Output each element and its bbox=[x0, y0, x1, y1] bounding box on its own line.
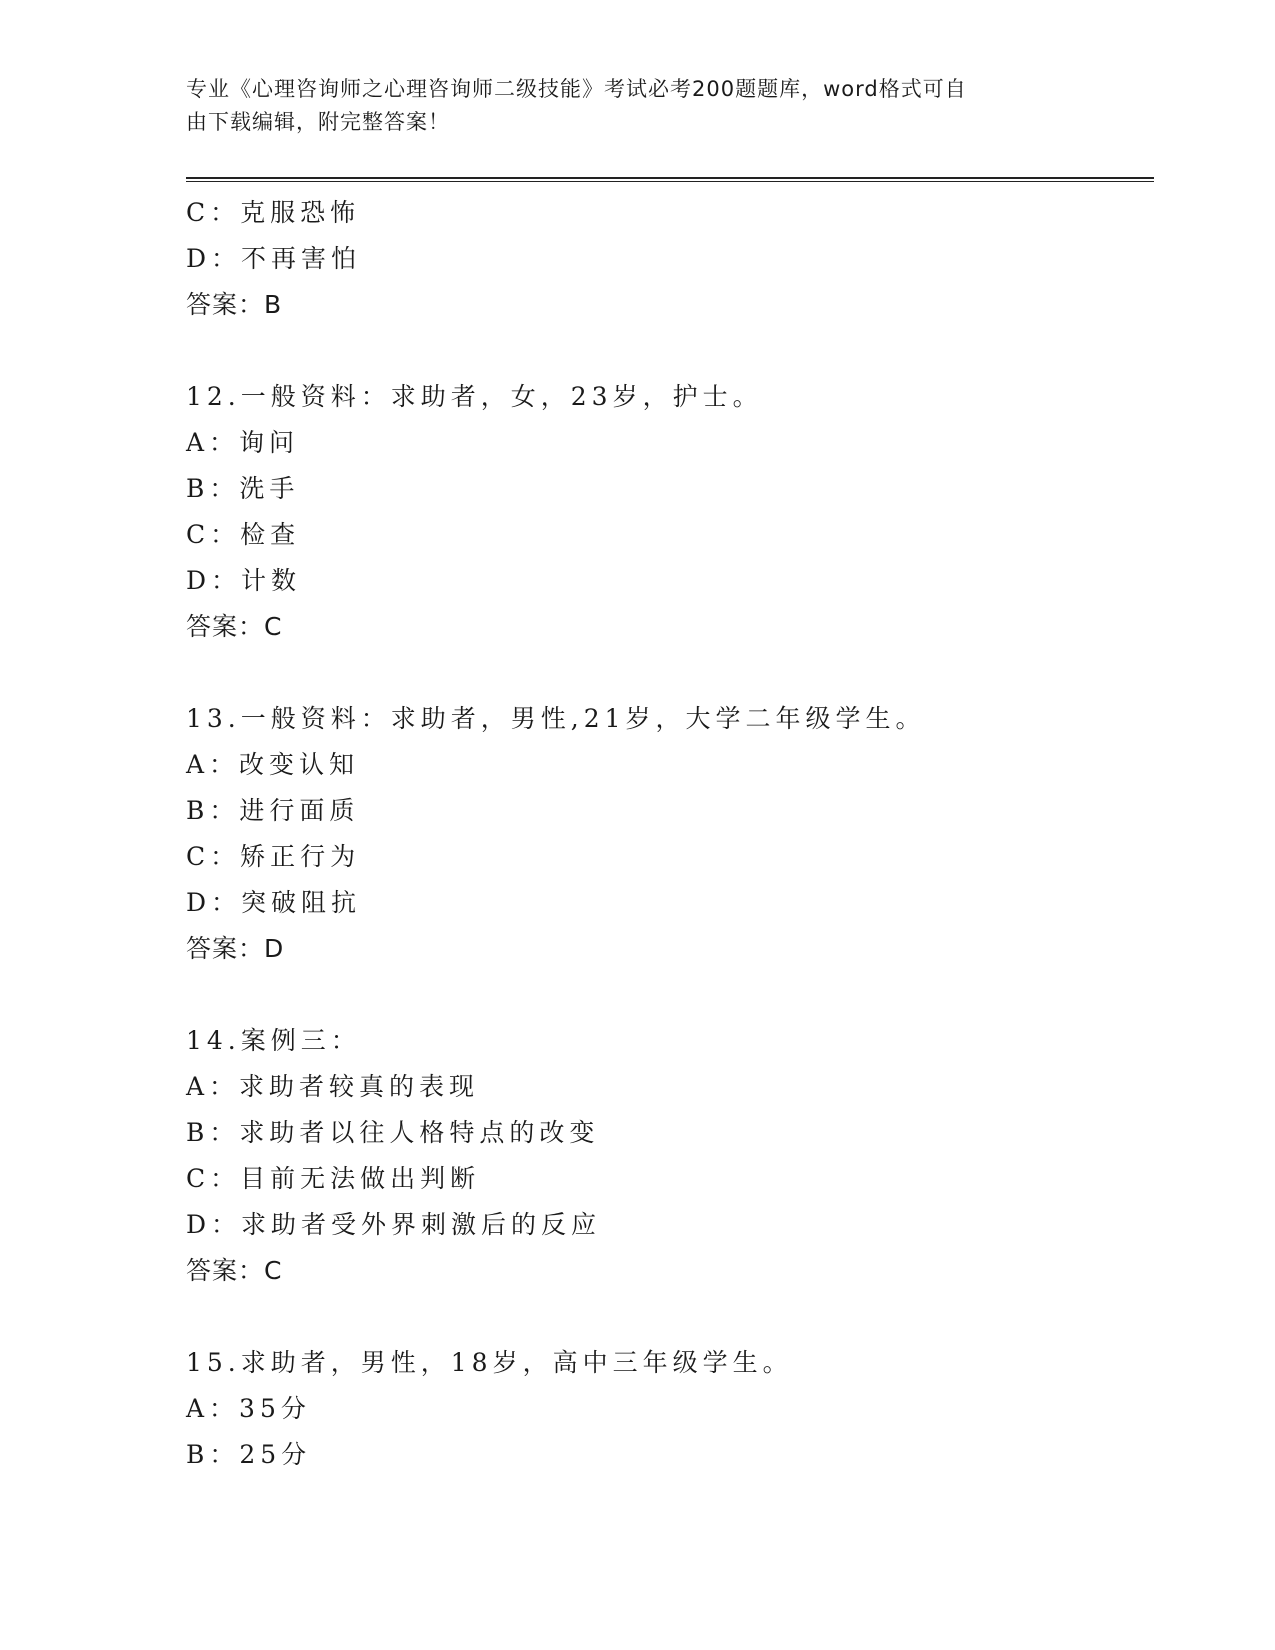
spacer bbox=[186, 328, 1146, 374]
question-13 bbox=[186, 696, 1146, 972]
option-a: A：询问 bbox=[186, 428, 300, 457]
header-divider bbox=[186, 177, 1154, 182]
answer-line: 答案：B bbox=[186, 290, 283, 319]
option-a: A：求助者较真的表现 bbox=[186, 1072, 480, 1101]
document-header bbox=[186, 73, 1066, 139]
option-c: C：目前无法做出判断 bbox=[186, 1164, 481, 1193]
question-15 bbox=[186, 1340, 1146, 1478]
answer-line: 答案：C bbox=[186, 1256, 283, 1285]
spacer bbox=[186, 650, 1146, 696]
option-d: D：求助者受外界刺激后的反应 bbox=[186, 1210, 602, 1239]
question-14 bbox=[186, 1018, 1146, 1294]
question-stem: 14.案例三： bbox=[186, 1026, 361, 1055]
question-stem: 13.一般资料：求助者，男性,21岁，大学二年级学生。 bbox=[186, 704, 926, 733]
header-title-line-1: 专业《心理咨询师之心理咨询师二级技能》考试必考200题题库，word格式可自 bbox=[186, 77, 967, 101]
option-a: A：35分 bbox=[186, 1394, 311, 1423]
question-12 bbox=[186, 374, 1146, 650]
answer-line: 答案：D bbox=[186, 934, 285, 963]
spacer bbox=[186, 972, 1146, 1018]
option-b: B：进行面质 bbox=[186, 796, 360, 825]
option-b: B：洗手 bbox=[186, 474, 300, 503]
option-b: B：25分 bbox=[186, 1440, 312, 1469]
option-d: D：突破阻抗 bbox=[186, 888, 362, 917]
option-d: D：计数 bbox=[186, 566, 302, 595]
header-title-line-2: 由下载编辑，附完整答案！ bbox=[186, 110, 450, 134]
question-list bbox=[186, 190, 1146, 1478]
answer-line: 答案：C bbox=[186, 612, 283, 641]
spacer bbox=[186, 1294, 1146, 1340]
option-c: C：克服恐怖 bbox=[186, 198, 361, 227]
option-d: D：不再害怕 bbox=[186, 244, 362, 273]
question-stem: 12.一般资料：求助者，女，23岁，护士。 bbox=[186, 382, 763, 411]
question-11-partial bbox=[186, 190, 1146, 328]
option-c: C：矫正行为 bbox=[186, 842, 361, 871]
option-a: A：改变认知 bbox=[186, 750, 360, 779]
question-stem: 15.求助者，男性，18岁，高中三年级学生。 bbox=[186, 1348, 793, 1377]
option-b: B：求助者以往人格特点的改变 bbox=[186, 1118, 600, 1147]
option-c: C：检查 bbox=[186, 520, 301, 549]
